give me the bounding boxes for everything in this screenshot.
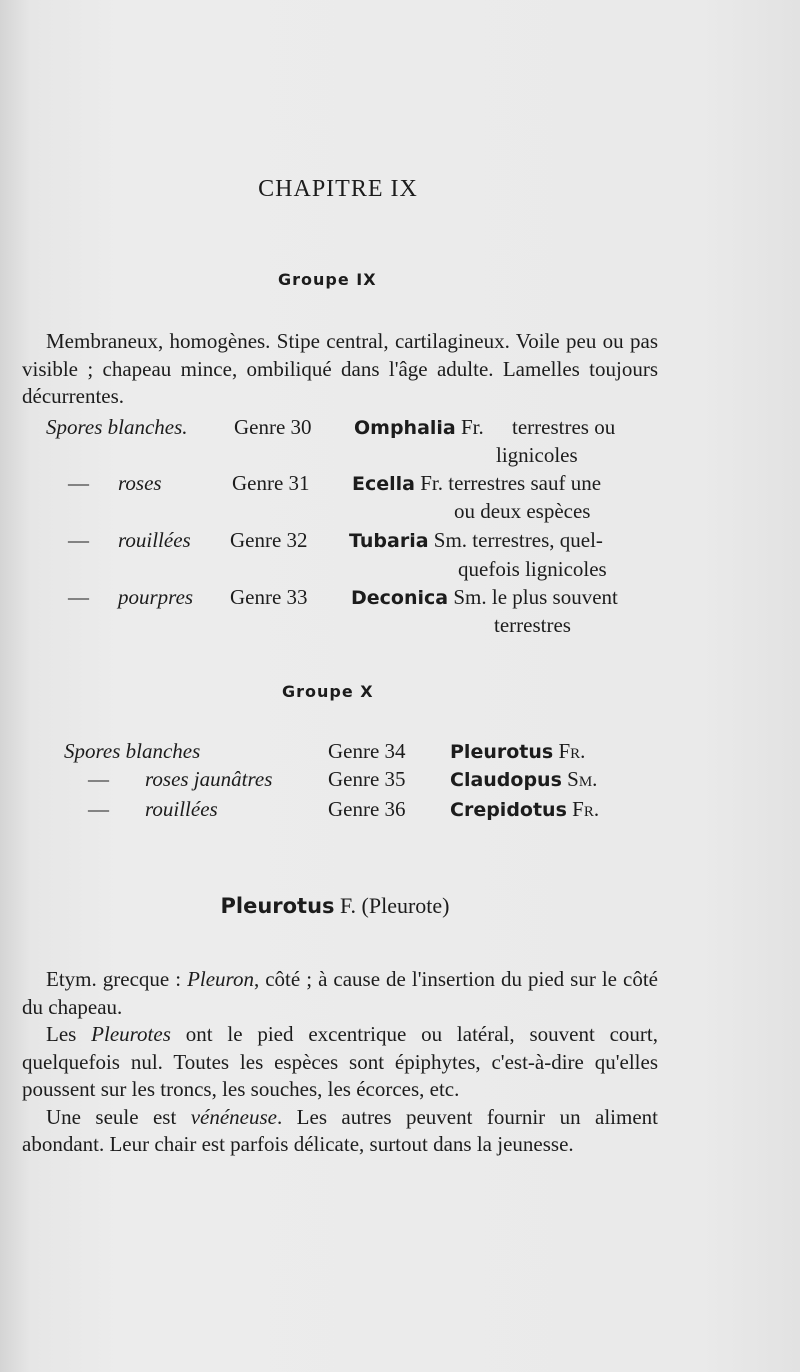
row-33-spores: pourpres xyxy=(118,585,194,609)
row-30-desc2: lignicoles xyxy=(496,443,578,467)
row-32-genus: Tubaria xyxy=(349,530,429,552)
section-genus: Pleurotus xyxy=(220,894,335,918)
section-title xyxy=(0,893,670,919)
row-35-genus-line xyxy=(450,766,597,795)
row-36-dash: — xyxy=(88,797,109,821)
row-34-genus-line xyxy=(450,738,585,767)
row-32-genre: Genre 32 xyxy=(230,528,308,552)
row-33-genus: Deconica xyxy=(351,587,449,609)
p1-rest: , côté ; à cause de l'insertion du pied sur le côté du chapeau. xyxy=(22,967,658,1019)
row-32-desc2: quefois lignicoles xyxy=(458,557,607,581)
row-34-spores: Spores blanches xyxy=(64,739,201,763)
p2-italic: Pleurotes xyxy=(91,1022,171,1046)
p3-italic: vénéneuse xyxy=(190,1104,277,1129)
row-36-genre: Genre 36 xyxy=(328,797,406,821)
row-31-dash: — xyxy=(68,471,89,495)
paragraph-toxicity xyxy=(22,1104,658,1159)
group-9-title: Groupe IX xyxy=(278,270,377,289)
paragraph-etym xyxy=(22,966,658,1021)
row-32-author: Sm. xyxy=(433,528,468,552)
row-31-author: Fr. xyxy=(420,471,443,495)
group-10-title: Groupe X xyxy=(282,682,374,701)
row-36-spores: rouillées xyxy=(145,797,218,821)
row-31-genus: Ecella xyxy=(352,473,415,495)
row-32-dash: — xyxy=(68,528,89,552)
row-33-desc2: terrestres xyxy=(494,613,571,637)
p3-text: Une seule est xyxy=(46,1104,191,1129)
section-rest: F. (Pleurote) xyxy=(340,893,450,918)
row-32-desc1: terrestres, quel- xyxy=(472,528,603,552)
p1-italic: Pleuron xyxy=(187,967,254,991)
row-33-genus-line xyxy=(351,584,618,613)
p2-text: Les xyxy=(46,1022,92,1046)
group-9-intro xyxy=(22,328,658,411)
row-36-author: Fr. xyxy=(572,797,600,821)
p3-rest: . Les autres peuvent fournir un aliment abondant. Leur chair est parfois délicate, surtout dans la jeunesse. xyxy=(22,1104,658,1156)
row-34-genus: Pleurotus xyxy=(450,741,554,763)
row-33-dash: — xyxy=(68,585,89,609)
paragraph-pied xyxy=(22,1021,658,1104)
row-31-spores: roses xyxy=(118,471,162,495)
row-31-desc2: ou deux espèces xyxy=(454,499,591,523)
row-32-genus-line xyxy=(349,527,603,556)
row-30-genus-line xyxy=(354,414,484,443)
row-36-genus: Crepidotus xyxy=(450,799,567,821)
row-34-genre: Genre 34 xyxy=(328,739,406,763)
p2-rest: ont le pied excentrique ou latéral, souvent court, quelquefois nul. Toutes les espèces sont épiphytes, c'est-à-dire qu'elles poussent sur les troncs, les souches, les écorces, etc. xyxy=(22,1022,658,1101)
row-33-author: Sm. xyxy=(453,585,487,609)
group-9-intro-text: Membraneux, homogènes. Stipe central, cartilagineux. Voile peu ou pas visible ; chapeau mince, ombiliqué dans l'âge adulte. Lamelles toujours décurrentes. xyxy=(22,329,658,408)
row-30-genus: Omphalia xyxy=(354,417,456,439)
row-30-spores: Spores blanches. xyxy=(46,415,188,439)
row-32-spores: rouillées xyxy=(118,528,191,552)
row-30-author: Fr. xyxy=(461,415,484,439)
row-35-author: Sm. xyxy=(567,767,598,791)
row-34-author: Fr. xyxy=(558,739,586,763)
row-35-genre: Genre 35 xyxy=(328,767,406,791)
row-35-dash: — xyxy=(88,767,109,791)
row-33-desc1: le plus souvent xyxy=(491,585,618,609)
row-31-genus-line xyxy=(352,470,601,499)
row-31-desc1: terrestres sauf une xyxy=(448,471,602,495)
p1-text: Etym. grecque : xyxy=(46,967,188,991)
row-31-genre: Genre 31 xyxy=(232,471,310,495)
row-35-spores: roses jaunâtres xyxy=(145,767,273,791)
row-30-desc1: terrestres ou xyxy=(512,415,616,439)
pleurotus-text xyxy=(22,966,658,1159)
row-36-genus-line xyxy=(450,796,599,825)
row-35-genus: Claudopus xyxy=(450,769,562,791)
chapter-title: CHAPITRE IX xyxy=(258,176,418,202)
row-33-genre: Genre 33 xyxy=(230,585,308,609)
row-30-genre: Genre 30 xyxy=(234,415,312,439)
